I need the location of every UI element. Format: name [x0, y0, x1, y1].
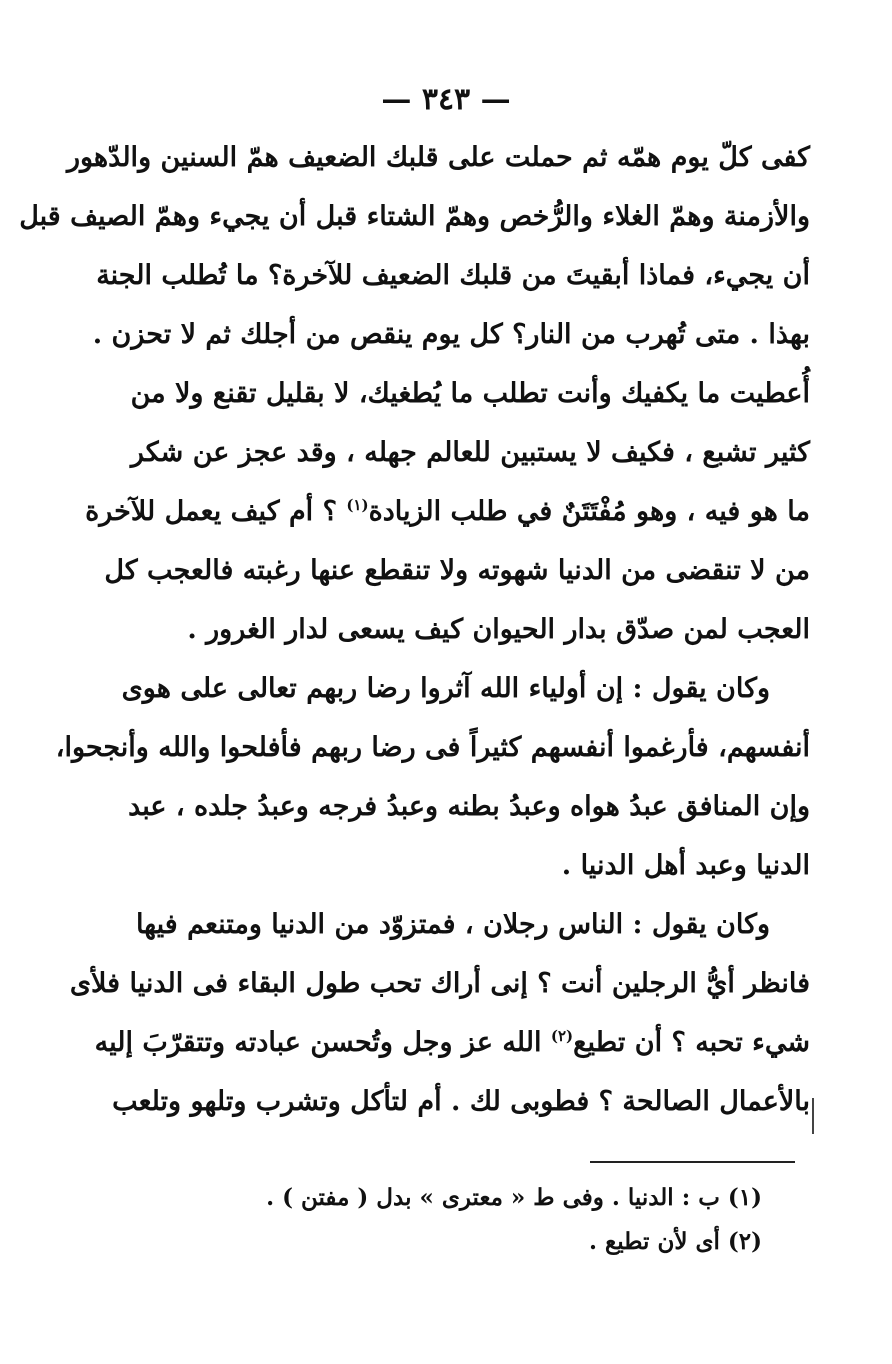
text-line: فانظر أيُّ الرجلين أنت ؟ إنى أراك تحب طول البقاء فى الدنيا فلأى [69, 968, 810, 999]
text-segment: الله عز وجل وتُحسن عبادته وتتقرّبَ إليه [94, 1027, 551, 1058]
footnote-divider [590, 1161, 795, 1163]
text-line: من لا تنقضى من الدنيا شهوته ولا تنقطع عنها رغبته فالعجب كل [104, 555, 810, 586]
page-number: — ٣٤٣ — [381, 82, 511, 117]
text-line: والأزمنة وهمّ الغلاء والرُّخص وهمّ الشتاء قبل أن يجيء وهمّ الصيف قبل [19, 201, 810, 232]
text-line: بالأعمال الصالحة ؟ فطوبى لك . أم لتأكل وتشرب وتلهو وتلعب [112, 1086, 810, 1117]
text-line: أن يجيء، فماذا أبقيتَ من قلبك الضعيف للآخرة؟ ما تُطلب الجنة [96, 260, 810, 291]
text-line: كثير تشبع ، فكيف لا يستبين للعالم جهله ، وقد عجز عن شكر [130, 437, 810, 468]
text-line [94, 1013, 810, 1072]
text-line: بهذا . متى تُهرب من النار؟ كل يوم ينقص من أجلك ثم لا تحزن . [92, 319, 810, 350]
text-line: وكان يقول : إن أولياء الله آثروا رضا ربهم تعالى على هوى [121, 673, 770, 704]
text-line [85, 482, 810, 541]
footnote-2: (٢) أى لأن تطيع . [588, 1228, 762, 1255]
paragraph-3 [69, 895, 810, 1131]
text-line: وإن المنافق عبدُ هواه وعبدُ بطنه وعبدُ فرجه وعبدُ جلده ، عبد [128, 791, 810, 822]
text-line: العجب لمن صدّق بدار الحيوان كيف يسعى لدار الغرور . [187, 614, 810, 645]
text-line: أنفسهم، فأرغموا أنفسهم كثيراً فى رضا ربهم فأفلحوا والله وأنجحوا، [55, 732, 810, 763]
paragraph-2 [55, 659, 810, 895]
text-line: أُعطيت ما يكفيك وأنت تطلب ما يُطغيك، لا بقليل تقنع ولا من [130, 378, 810, 409]
text-line: كفى كلّ يوم همّه ثم حملت على قلبك الضعيف همّ السنين والدّهور [66, 142, 810, 173]
text-segment: شيء تحبه ؟ أن تطيع [573, 1027, 810, 1058]
text-segment: ما هو فيه ، وهو مُفْتَتَنٌ في طلب الزيادة [368, 496, 810, 527]
footnote-1: (١) ب : الدنيا . وفى ط « معترى » بدل ( مفتن ) . [266, 1184, 762, 1211]
body-text [19, 128, 810, 1131]
text-line: الدنيا وعبد أهل الدنيا . [561, 850, 810, 881]
margin-mark [812, 1098, 814, 1134]
text-segment: ؟ أم كيف يعمل للآخرة [85, 496, 347, 527]
text-line: وكان يقول : الناس رجلان ، فمتزوّد من الدنيا ومتنعم فيها [135, 909, 770, 940]
footnote-ref-2[interactable]: (٢) [550, 1027, 574, 1045]
paragraph-1 [19, 128, 810, 659]
footnote-ref-1[interactable]: (١) [346, 496, 369, 514]
footnotes [150, 1176, 762, 1264]
